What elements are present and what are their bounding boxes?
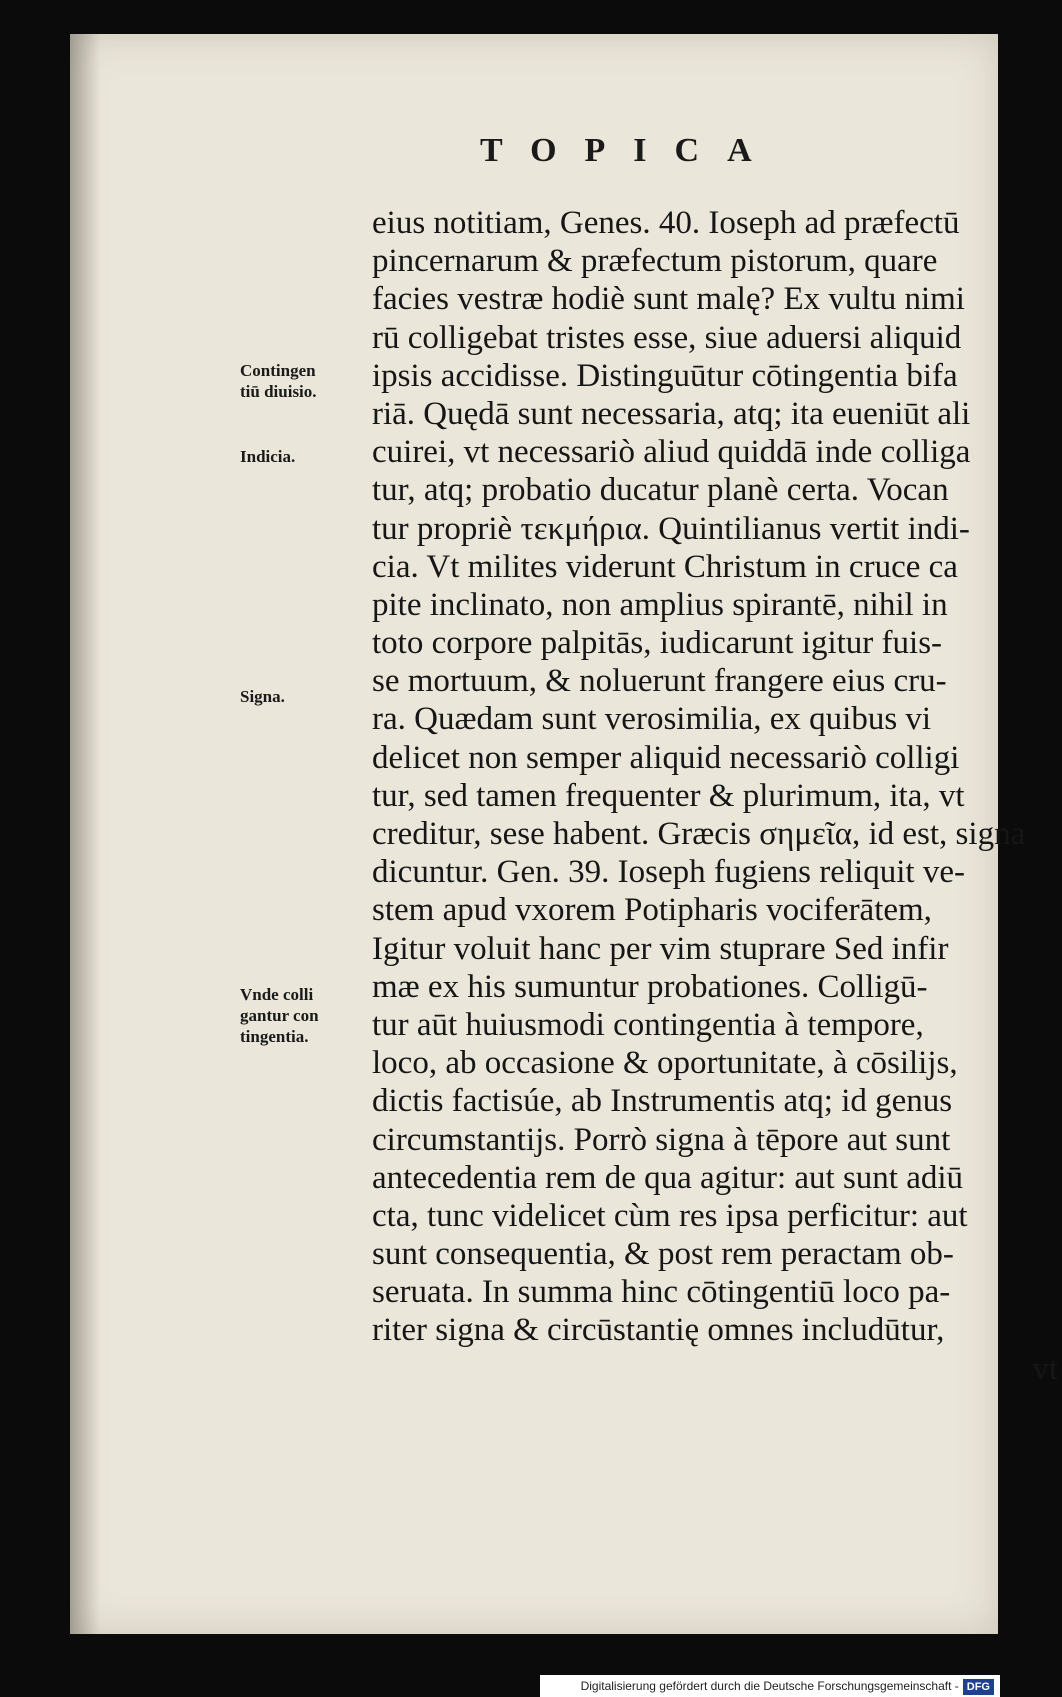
text-line: creditur, sese habent. Græcis σημεῖα, id est, signa bbox=[372, 816, 1026, 852]
marginal-line: tingentia. bbox=[240, 1027, 309, 1046]
text-line: cta, tunc videlicet cùm res ipsa perficitur: aut bbox=[372, 1197, 968, 1234]
text-line: pite inclinato, non amplius spirantē, nihil in bbox=[372, 586, 948, 623]
marginal-line: Vnde colli bbox=[240, 985, 314, 1004]
text-line: stem apud vxorem Potipharis vociferātem, bbox=[372, 892, 932, 929]
text-line: riā. Quędā sunt necessaria, atq; ita eueniūt ali bbox=[372, 395, 971, 432]
text-line: cuirei, vt necessariò aliud quiddā inde colliga bbox=[372, 434, 971, 471]
text-line: toto corpore palpitās, iudicarunt igitur fuis- bbox=[372, 625, 943, 662]
marginal-note-signa bbox=[240, 686, 370, 707]
text-line: facies vestræ hodiè sunt malę? Ex vultu nimi bbox=[372, 281, 965, 318]
text-line: se mortuum, & noluerunt frangere eius cru- bbox=[372, 663, 947, 700]
marginal-line: Indicia. bbox=[240, 447, 296, 466]
text-line: tur propriè τεκμήρια. Quintilianus vertit indi- bbox=[372, 510, 970, 547]
main-text-block bbox=[372, 204, 1062, 1388]
marginal-line: Signa. bbox=[240, 687, 285, 706]
book-page bbox=[70, 34, 1058, 1634]
text-line: sunt consequentia, & post rem peractam ob- bbox=[372, 1236, 954, 1273]
digitization-footer bbox=[540, 1675, 1000, 1697]
marginal-note-vnde bbox=[240, 984, 370, 1047]
text-line: antecedentia rem de qua agitur: aut sunt adiū bbox=[372, 1159, 964, 1196]
text-line: riter signa & circūstantię omnes includūtur, bbox=[372, 1312, 945, 1349]
text-line: tur, atq; probatio ducatur planè certa. Vocan bbox=[372, 472, 949, 509]
gutter-shadow bbox=[70, 34, 100, 1634]
text-line: rū colligebat tristes esse, siue aduersi aliquid bbox=[372, 319, 962, 356]
text-line: pincernarum & præfectum pistorum, quare bbox=[372, 243, 938, 280]
marginal-note-contingentium bbox=[240, 360, 370, 402]
marginal-line: tiū diuisio. bbox=[240, 382, 317, 401]
marginal-line: Contingen bbox=[240, 361, 316, 380]
text-line: ra. Quædam sunt verosimilia, ex quibus vi bbox=[372, 701, 932, 738]
text-line: tur aūt huiusmodi contingentia à tempore, bbox=[372, 1006, 924, 1043]
marginal-note-indicia bbox=[240, 446, 370, 467]
text-line: tur, sed tamen frequenter & plurimum, ita, vt bbox=[372, 777, 965, 814]
footer-text: Digitalisierung gefördert durch die Deutsche Forschungsgemeinschaft - bbox=[580, 1679, 959, 1693]
text-line: dicuntur. Gen. 39. Ioseph fugiens reliquit ve- bbox=[372, 854, 965, 891]
text-line: circumstantijs. Porrò signa à tēpore aut sunt bbox=[372, 1121, 951, 1158]
text-line: Igitur voluit hanc per vim stuprare Sed infir bbox=[372, 930, 949, 967]
text-line: ipsis accidisse. Distinguūtur cōtingentia bifa bbox=[372, 357, 958, 394]
text-line: eius notitiam, Genes. 40. Ioseph ad præfectū bbox=[372, 205, 960, 241]
text-line: cia. Vt milites viderunt Christum in cruce ca bbox=[372, 548, 958, 585]
text-line: delicet non semper aliquid necessariò colligi bbox=[372, 739, 960, 776]
dfg-logo: DFG bbox=[963, 1679, 994, 1695]
text-line: loco, ab occasione & oportunitate, à cōsilijs, bbox=[372, 1045, 958, 1082]
catchword: vt bbox=[1032, 1350, 1058, 1387]
text-line: seruata. In summa hinc cōtingentiū loco pa- bbox=[372, 1274, 951, 1311]
marginal-line: gantur con bbox=[240, 1006, 319, 1025]
text-line: dictis factisúe, ab Instrumentis atq; id genus bbox=[372, 1083, 953, 1120]
running-head: TOPICA bbox=[480, 132, 780, 169]
text-line: mæ ex his sumuntur probationes. Colligū- bbox=[372, 968, 928, 1005]
